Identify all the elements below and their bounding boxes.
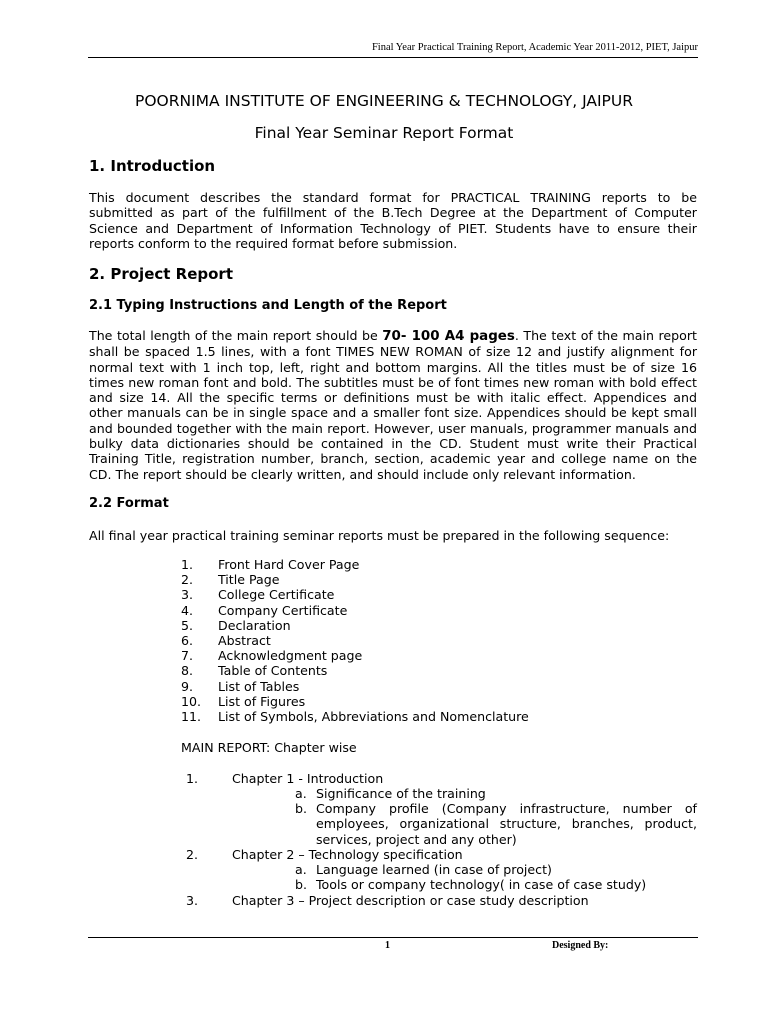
list-item: 5. Declaration [181, 617, 291, 633]
chapter-3: 3. Chapter 3 – Project description or case study description [186, 893, 589, 908]
typing-line: times new roman font and bold. The subtitles must be of font times new roman with bold effect [89, 374, 697, 390]
header-rule [88, 57, 698, 58]
chapter-2: 2. Chapter 2 – Technology specification [186, 847, 463, 862]
list-item: 8. Table of Contents [181, 663, 328, 679]
designed-by: Designed By: [552, 940, 609, 951]
list-item: 4. Company Certificate [181, 602, 348, 618]
chapter-2-subitems [295, 862, 697, 892]
heading-project-report: 2. Project Report [89, 265, 233, 283]
typing-line: other manuals can be in single space and a smaller font size. Appendices should be kept small [89, 405, 697, 421]
typing-line: shall be spaced 1.5 lines, with a font TIMES NEW ROMAN of size 12 and justify alignment for [89, 344, 697, 360]
list-item: 1. Front Hard Cover Page [181, 557, 360, 572]
intro-line: submitted as part of the fulfillment of the B.Tech Degree at the Department of Computer [89, 205, 697, 221]
page-count-emphasis: 70- 100 A4 pages [382, 329, 515, 344]
typing-line: CD. The report should be clearly written, and should include only relevant information. [89, 466, 636, 482]
list-item: 7. Acknowledgment page [181, 648, 363, 664]
intro-line: reports conform to the required format before submission. [89, 235, 458, 251]
typing-line: Training Title, registration number, branch, section, academic year and college name on the [89, 451, 697, 467]
introduction-paragraph [89, 190, 697, 251]
typing-line-first: The total length of the main report should be 70- 100 A4 pages. The text of the main report [89, 328, 697, 344]
typing-line: and size 14. All the specific terms or definitions must be with italic effect. Appendices and [89, 390, 697, 406]
institute-name: POORNIMA INSTITUTE OF ENGINEERING & TECHNOLOGY, JAIPUR [134, 92, 634, 110]
intro-line: This document describes the standard format for PRACTICAL TRAINING reports to be [89, 190, 697, 205]
list-item: 11. List of Symbols, Abbreviations and Nomenclature [181, 709, 529, 725]
chapter-1-subitems [295, 786, 697, 847]
list-item: b. Tools or company technology( in case of case study) [295, 877, 647, 893]
heading-introduction: 1. Introduction [89, 157, 216, 175]
list-item: 3. College Certificate [181, 587, 335, 603]
typing-line: normal text with 1 inch top, left, right and bottom margins. All the titles must be of size 16 [89, 359, 697, 375]
sequence-list [181, 557, 529, 724]
list-item: b. Company profile (Company infrastructure, number of employees, organizational structure, branches, product, services, project and any other) [295, 801, 697, 847]
typing-paragraph [89, 328, 697, 482]
list-item: 9. List of Tables [181, 678, 300, 694]
footer-rule [88, 937, 698, 938]
document-title: Final Year Seminar Report Format [254, 124, 514, 142]
list-item: 6. Abstract [181, 633, 271, 649]
page-number: 1 [385, 940, 390, 951]
typing-line: bulky data dictionaries should be contained in the CD. Student must write their Practical [89, 436, 697, 452]
list-item: 10. List of Figures [181, 693, 306, 709]
intro-line: Science and Department of Information Technology of PIET. Students have to ensure their [89, 220, 697, 236]
heading-typing-instructions: 2.1 Typing Instructions and Length of the Report [89, 298, 447, 313]
format-intro: All final year practical training seminar reports must be prepared in the following sequence: [89, 528, 670, 543]
list-item: a. Language learned (in case of project) [295, 862, 552, 877]
main-report-label: MAIN REPORT: Chapter wise [181, 740, 357, 755]
chapter-1: 1. Chapter 1 - Introduction [186, 771, 384, 786]
typing-line: and bounded together with the main report. However, user manuals, programmer manuals and [89, 420, 697, 436]
running-header: Final Year Practical Training Report, Academic Year 2011-2012, PIET, Jaipur [371, 42, 698, 53]
heading-format: 2.2 Format [89, 496, 169, 511]
list-item: a. Significance of the training [295, 786, 486, 801]
list-item: 2. Title Page [181, 572, 280, 588]
